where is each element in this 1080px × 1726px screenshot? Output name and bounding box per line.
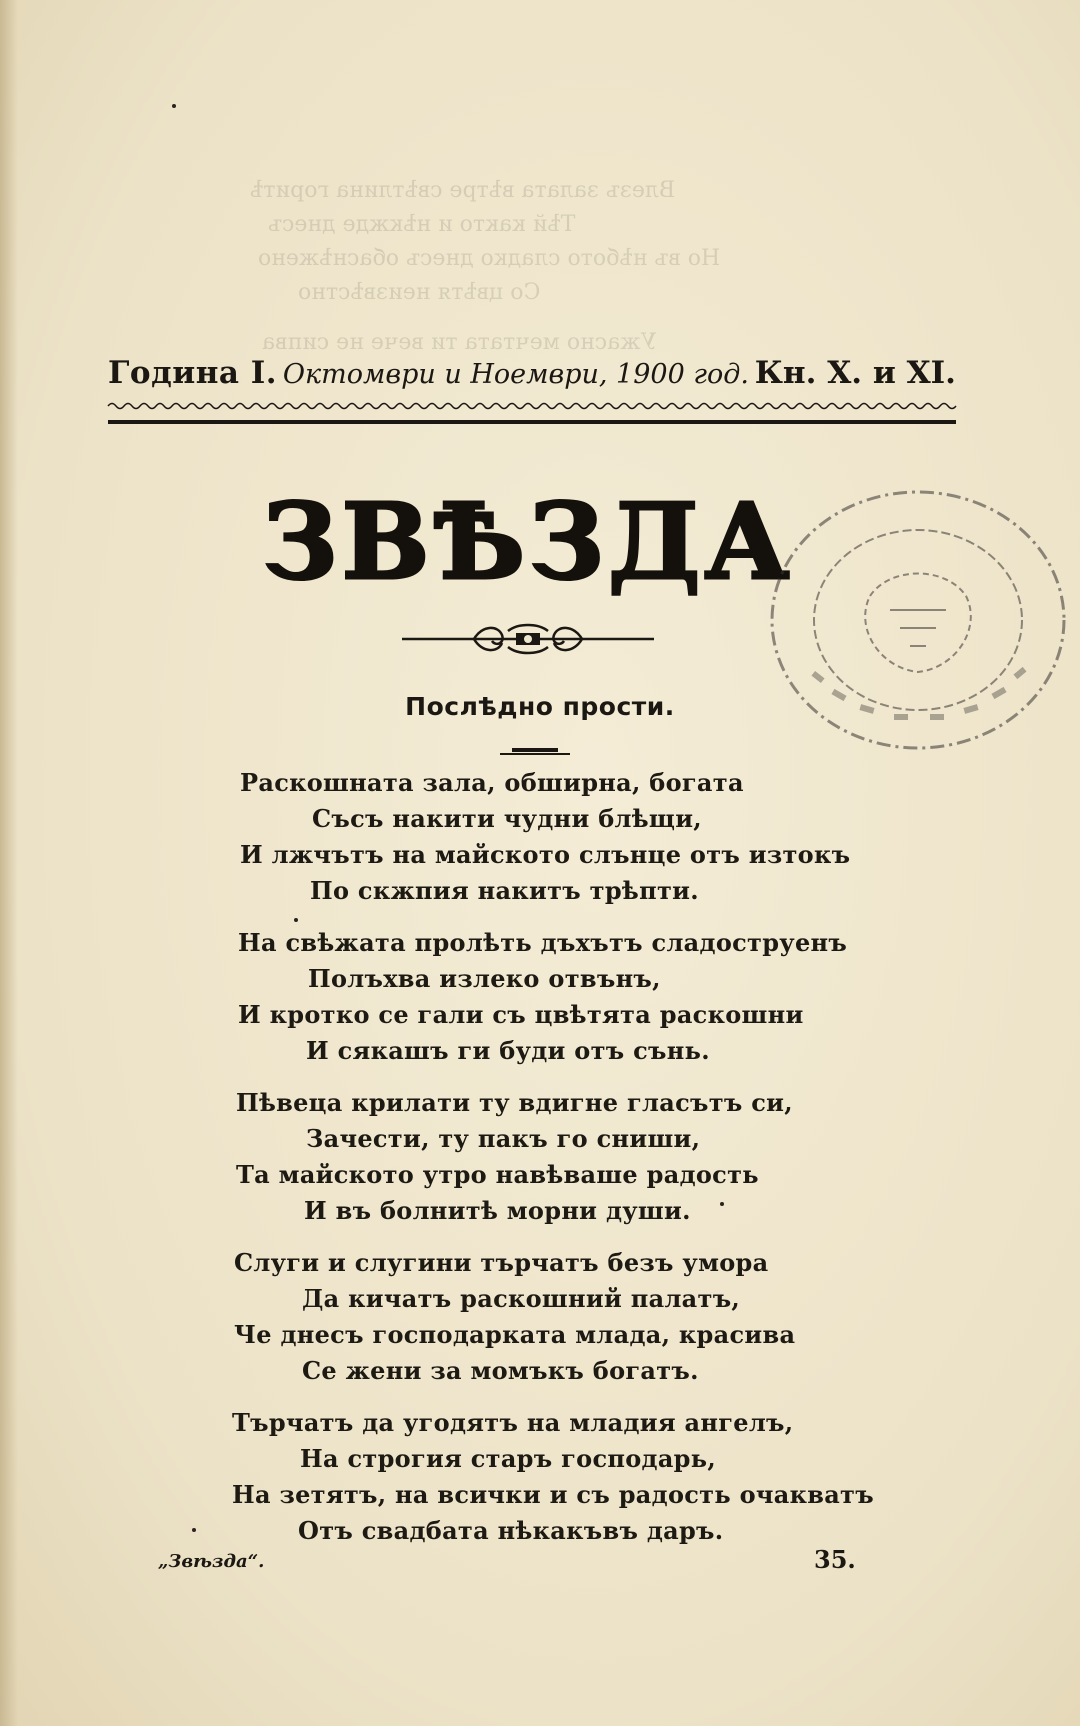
poem-line: И въ болнитѣ морни души. (304, 1196, 691, 1225)
show-through-text: Тѣй както и нѣкжде днесъ (268, 212, 576, 237)
poem-line: И сякашъ ги буди отъ сънь. (306, 1036, 710, 1065)
show-through-text: Со цвѣтя неизвѣстно (298, 280, 541, 305)
masthead-year: Година I. (108, 355, 278, 391)
poem-line: Пѣвеца крилати ту вдигне гласътъ си, (236, 1088, 793, 1117)
masthead-date: Октомври и Ноември, 1900 год. (282, 359, 749, 390)
poem-line: Съсъ накити чудни блѣщи, (312, 804, 702, 833)
paper-speck (720, 1202, 724, 1206)
poem-line: Че днесъ господарката млада, красива (234, 1320, 796, 1349)
poem-line: Полъхва излеко отвънъ, (308, 964, 661, 993)
poem-line: И лжчътъ на майското слънце отъ изтокъ (240, 840, 851, 869)
library-stamp (760, 478, 1076, 762)
paper-speck (172, 104, 176, 108)
poem-line: На свѣжата пролѣть дъхътъ сладоструенъ (238, 928, 848, 957)
poem-line: Да кичатъ раскошний палатъ, (302, 1284, 741, 1313)
poem-line: И кротко се гали съ цвѣтята раскошни (238, 1000, 804, 1029)
journal-title-text: ЗВѢЗДА (262, 480, 794, 603)
poem-title: Послѣдно прости. (405, 692, 675, 721)
show-through-text: Ужасно мечтата ти вече не сипва (262, 330, 657, 355)
poem-line: По скжпия накитъ трѣпти. (310, 876, 699, 905)
poem-line: Та майското утро навѣваше радость (236, 1160, 759, 1189)
poem-line: На строгия старъ господарь, (300, 1444, 717, 1473)
paper-speck (192, 1528, 196, 1532)
poem-line: Отъ свадбата нѣкакъвъ даръ. (298, 1516, 724, 1545)
poem-line: Раскошната зала, обширна, богата (240, 768, 744, 797)
poem-line: Зачести, ту пакъ го сниши, (306, 1124, 701, 1153)
show-through-text: Влезъ залата вѣтре свѣтлина горитѣ (250, 178, 676, 203)
poem-line: На зетятъ, на всички и съ радость очакватъ (232, 1480, 874, 1509)
paper-speck (294, 918, 298, 922)
page-number: 35. (814, 1545, 856, 1574)
poem-line: Търчатъ да угодятъ на младия ангелъ, (232, 1408, 794, 1437)
show-through-text: Но въ нѣбото сладко днесъ обаснѣжено (258, 246, 721, 271)
poem-line: Слуги и слугини търчатъ безъ умора (234, 1248, 769, 1277)
poem-line: Се жени за момъкъ богатъ. (302, 1356, 699, 1385)
footer-journal-name: „Звѣзда“. (158, 1551, 265, 1572)
masthead-book-number: Кн. X. и XI. (754, 355, 956, 391)
